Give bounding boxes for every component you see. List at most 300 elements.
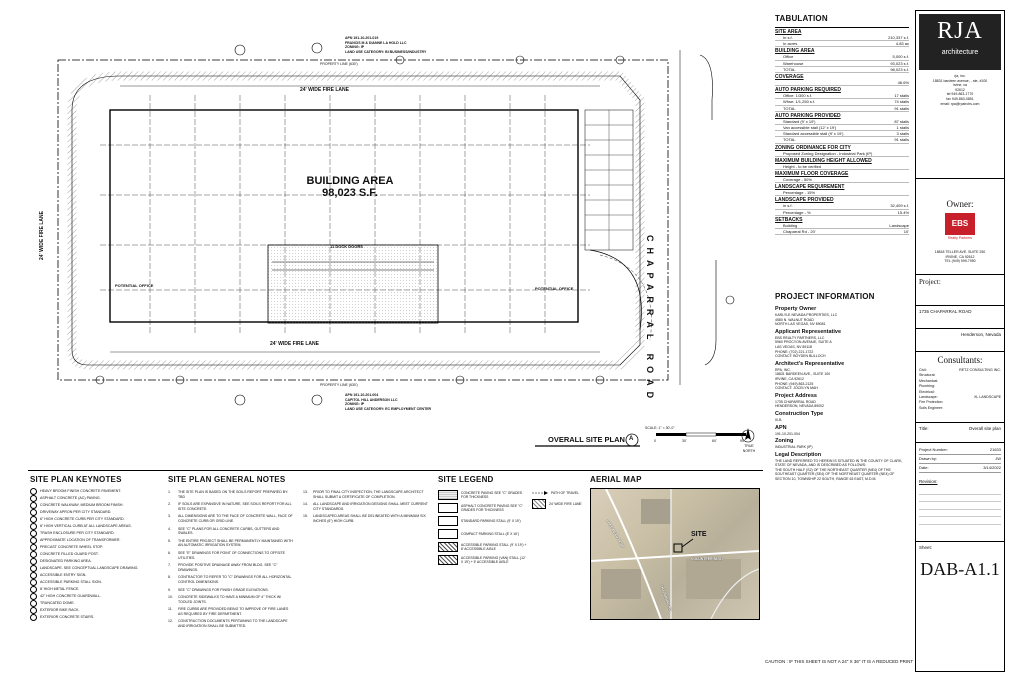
neighbor-top-line: LAND USE CATEGORY: BI BUSINESS/INDUSTRY	[345, 49, 427, 54]
site-marker	[674, 544, 682, 552]
tabulation-label: Standard (9' x 19')	[783, 118, 816, 124]
general-note-number: 11.	[168, 607, 173, 612]
tabulation-section-header: SETBACKS	[775, 216, 803, 223]
legend-item	[438, 516, 528, 526]
firm-address-line: tel 949-863-1770	[946, 92, 974, 97]
general-note-text: CONTRACTOR TO REFER TO "C" DRAWINGS FOR ALL HORIZONTAL CONTROL DIMENSIONS.	[178, 575, 292, 584]
tabulation-label: Building	[783, 222, 798, 228]
fire-lane-bottom-label: 24' WIDE FIRE LANE	[270, 341, 319, 347]
keynotes-title: SITE PLAN KEYNOTES	[30, 475, 122, 484]
revision-lines	[919, 487, 1001, 527]
owner-address-line: 18818 TELLER AVE. SUITE 250	[934, 250, 986, 255]
tabulation-value: 46.6%	[897, 80, 909, 86]
general-note-number: 13.	[303, 490, 308, 494]
general-note-text: LANDSCAPED AREAS SHALL BE DELINEATED WITH A MINIMUM SIX INCHES (6") HIGH CURB.	[313, 514, 426, 523]
site-legend-title: SITE LEGEND	[438, 475, 494, 484]
dock-area	[268, 245, 438, 323]
tabulation-row	[775, 151, 909, 157]
building-label: BUILDING AREA	[306, 175, 394, 187]
tabulation-row	[775, 137, 909, 143]
general-note-number: 10.	[168, 595, 173, 600]
tabulation-row	[775, 67, 909, 73]
legend-text: STANDARD PARKING STALL (9' X 19')	[461, 519, 521, 523]
firm-address-line: fax 949-863-0851	[946, 96, 974, 101]
road-name: CHAPARRAL ROAD	[645, 235, 655, 405]
firm-address-line: email: rpa@rpairchs.com	[940, 101, 980, 106]
tabulation-value: 87 stalls	[894, 118, 909, 124]
consultant-name: XL LANDSCAPE	[973, 394, 1001, 399]
project-info-title: PROJECT INFORMATION	[775, 292, 875, 301]
project-label: Project:	[919, 277, 941, 286]
general-note-text: ALL LANDSCAPE AND IRRIGATION DESIGNS SHALL MEET CURRENT CITY STANDARDS.	[313, 502, 428, 511]
keynote-item	[30, 607, 160, 614]
keynote-number-circle	[30, 537, 37, 544]
consultant-role: Civil:	[919, 367, 927, 372]
keynote-item	[30, 523, 160, 530]
tabulation-label: Van accessible stall (12' x 19')	[783, 125, 837, 131]
general-note-text: SEE "C" PLANS FOR ALL CONCRETE CURBS, GUTTERS AND SWALES.	[178, 526, 280, 536]
general-note-number: 6.	[168, 550, 171, 555]
tabulation-list	[775, 27, 909, 235]
fire-lane-left-label: 24' WIDE FIRE LANE	[39, 211, 45, 260]
keynote-item	[30, 572, 160, 579]
road-label: CHAPARRAL RD	[659, 584, 673, 612]
sheet-label: Sheet:	[916, 541, 1004, 553]
tabulation-row	[775, 177, 909, 183]
tabulation-label: TOTAL	[783, 105, 796, 111]
general-note-text: IF SOILS ARE EXPANSIVE IN NATURE, SEE SOILS REPORT FOR ALL SITE CONCRETE.	[178, 502, 292, 511]
legend-text: ASPHALT CONCRETE PAVING SEE "C" GRADES FOR THICKNESS	[461, 504, 523, 512]
general-note-number: 9.	[168, 587, 171, 592]
project-city: Henderson, Nevada	[960, 331, 1001, 337]
keynote-item	[30, 537, 160, 544]
general-note-text: THE SITE PLAN IS BASED ON THE SOILS REPORT PREPARED BY: TBD	[178, 490, 289, 499]
tabulation-value: 5,000 s.f.	[892, 54, 909, 60]
general-note	[168, 575, 293, 584]
general-note-text: FIRE CURBS ARE PROVIDED BEING TO IMPROVE OF FIRE LANES AS REQUIRED BY FIRE DEPARTMENT.	[178, 607, 289, 616]
legend-text: ACCESSIBLE PARKING STALL (9' X 19') + 8' ACCESSIBLE AISLE	[461, 543, 527, 551]
keynote-text: HEAVY BROOM FINISH CONCRETE PAVEMENT.	[40, 488, 122, 493]
project-info-line: CONTACT: JOCELYN MAH	[775, 386, 818, 391]
keynote-number-circle	[30, 488, 37, 495]
building-area-label	[300, 175, 400, 199]
tabulation-value: 98,023 s.f.	[890, 66, 909, 72]
consultant-row	[919, 406, 1001, 411]
scale-bar	[656, 433, 746, 436]
caution-note: CAUTION : IF THIS SHEET IS NOT A 24" X 36" IT IS A REDUCED PRINT	[765, 659, 914, 664]
legend-item	[532, 490, 582, 496]
general-note	[168, 527, 293, 536]
revision-label: Revision:	[919, 479, 938, 485]
legend-list	[438, 490, 528, 568]
sheet-title: Overall site plan	[968, 426, 1001, 432]
tabulation-section-header: AUTO PARKING PROVIDED	[775, 112, 841, 119]
title-block	[915, 10, 1005, 672]
tabulation-label: Percentage - %	[783, 209, 811, 215]
tabulation-value: 3 stalls	[896, 131, 909, 137]
general-note	[168, 551, 293, 560]
keynote-number-circle	[30, 593, 37, 600]
tabulation-row	[775, 164, 909, 170]
keynote-text: PRECAST CONCRETE WHEEL STOP.	[40, 544, 103, 549]
neighbor-top-line: ZONING: IP	[345, 45, 365, 50]
keynote-text: DESIGNATED PARKING AREA.	[40, 558, 92, 563]
keynote-item	[30, 586, 160, 593]
keynote-number-circle	[30, 502, 37, 509]
general-note-number: 5.	[168, 538, 171, 543]
keynote-text: ACCESSIBLE ENTRY SIGN.	[40, 572, 87, 577]
general-note	[303, 490, 428, 499]
title-fields	[916, 442, 1004, 476]
project-info-line: EBS REALTY PARTNERS, LLC	[775, 335, 825, 340]
legend-text: ACCESSIBLE PARKING (VAN) STALL (12' X 19') + 5' ACCESSIBLE AISLE	[461, 556, 526, 564]
keynote-item	[30, 600, 160, 607]
tabulation-value: 91 stalls	[894, 105, 909, 111]
legend-item	[438, 529, 528, 539]
tabulation-section-header: SITE AREA	[775, 29, 802, 35]
keynote-item	[30, 509, 160, 516]
title-field-label: Drawn by:	[919, 456, 938, 462]
general-note-text: PRIOR TO FINAL CITY INSPECTION, THE LANDSCAPE ARCHITECT SHALL SUBMIT A CERTIFICATE OF COMPLETION.	[313, 490, 424, 499]
tabulation-section-header: LANDSCAPE REQUIREMENT	[775, 184, 845, 191]
firm-logo-text: RJA	[937, 18, 983, 44]
project-info-header: Applicant Representative	[775, 328, 842, 335]
keynote-number-circle	[30, 579, 37, 586]
neighbor-bottom-line: APN 191-10-201-004	[345, 393, 379, 397]
project-info-header: Project Address	[775, 392, 817, 399]
tabulation-row	[775, 80, 909, 86]
property-line-bottom: PROPERTY LINE (630')	[320, 383, 358, 387]
site-label: SITE	[691, 531, 707, 538]
project-info-line: INDUSTRIAL PARK (IP)	[775, 445, 813, 450]
tabulation-section-header: MAXIMUM FLOOR COVERAGE	[775, 171, 849, 178]
keynote-item	[30, 614, 160, 621]
keynote-text: 6" HIGH VERTICAL CURB AT ALL LANDSCAPE AREAS.	[40, 523, 132, 528]
title-field-row	[919, 464, 1001, 473]
tabulation-section-header: LANDSCAPE PROVIDED	[775, 197, 834, 204]
legend-item	[438, 542, 528, 552]
keynote-item	[30, 544, 160, 551]
general-note	[168, 563, 293, 572]
sheet-title-label: Title:	[919, 426, 929, 432]
tabulation-value: 93,023 s.f.	[890, 60, 909, 66]
project-info-line: HENDERSON, NEVADA 89002	[775, 404, 824, 409]
keynote-item	[30, 530, 160, 537]
site-legend-panel	[438, 475, 583, 568]
project-info-header: Construction Type	[775, 410, 824, 417]
project-address: 1735 CHAPARRAL ROAD	[919, 308, 972, 314]
scale-tick: 60'	[712, 439, 717, 443]
tabulation-value: 15.4%	[897, 209, 909, 215]
keynote-text: 8' HIGH METAL FENCE.	[40, 586, 80, 591]
project-info-line: NORTH LAS VEGAS, NV 89081	[775, 322, 826, 327]
general-note-number: 14.	[303, 502, 308, 507]
plan-title: OVERALL SITE PLAN	[548, 435, 625, 444]
tabulation-section-header: MAXIMUM BUILDING HEIGHT ALLOWED	[775, 157, 872, 164]
north-label: TRUE NORTH	[742, 444, 756, 453]
general-note	[168, 595, 293, 604]
tabulation-value: 32,409 s.f.	[890, 203, 909, 209]
firm-logo-sub: architecture	[941, 49, 979, 56]
consultant-role: Landscape:	[919, 394, 938, 399]
general-note-text: CONCRETE SIDEWALKS TO HAVE A MINIMUM OF 4" THICK W/ TOOLED JOINTS.	[178, 595, 282, 604]
general-note	[168, 502, 293, 511]
tabulation-label: Chaparral Rd - 20'	[783, 229, 816, 235]
general-note	[303, 502, 428, 511]
general-note-text: THE ENTIRE PROJECT SHALL BE PERMANENTLY MAINTAINED WITH AN AUTOMATIC IRRIGATION SYSTEM.	[178, 538, 293, 548]
consultant-role: Structural:	[919, 373, 936, 378]
potential-office-right: POTENTIAL OFFICE	[535, 286, 574, 291]
project-info-line: IRVINE, CA 92612	[775, 376, 804, 381]
project-info-line: KARLYLE NEVADA PROPERTIES, LLC	[775, 313, 838, 317]
keynote-number-circle	[30, 600, 37, 607]
title-field-label: Date:	[919, 465, 929, 471]
legend-text: COMPACT PARKING STALL (8' X 16')	[461, 532, 519, 536]
tabulation-section-header: COVERAGE	[775, 74, 804, 81]
project-info-header: Architect's Representative	[775, 360, 845, 367]
keynote-number-circle	[30, 586, 37, 593]
sheet-number: DAB-A1.1	[920, 559, 1000, 580]
keynote-number-circle	[30, 523, 37, 530]
scale-tick: 90'	[740, 439, 745, 443]
title-field-value: 3/14/2022	[983, 465, 1001, 471]
keynote-text: EXTERIOR BIKE RACK.	[40, 607, 80, 612]
project-info-line: 4580 N. WALNUT ROAD	[775, 317, 814, 322]
fire-lane-swatch	[532, 499, 546, 509]
tabulation-value: Landscape	[889, 222, 909, 228]
firm-logo	[919, 14, 1001, 70]
project-info-line: RPA, INC.	[775, 367, 791, 372]
keynote-number-circle	[30, 495, 37, 502]
tabulation-label: TOTAL	[783, 66, 796, 72]
keynote-item	[30, 579, 160, 586]
consultant-role: Mechanical:	[919, 378, 939, 383]
general-notes-title: SITE PLAN GENERAL NOTES	[168, 475, 286, 484]
tabulation-label: Office	[783, 54, 794, 60]
title-field-value: JW	[995, 456, 1001, 462]
tabulation-value: 17 stalls	[894, 93, 909, 99]
general-note	[168, 490, 293, 499]
legend-swatch	[438, 516, 458, 526]
keynote-item	[30, 516, 160, 523]
consultants-list	[919, 368, 1001, 411]
keynote-text: ASPHALT CONCRETE (AC) PAVING.	[40, 495, 101, 500]
project-info-header: APN	[775, 424, 787, 431]
scale-tick: 30'	[682, 439, 687, 443]
project-info-header: Zoning	[775, 438, 794, 445]
general-note-number: 15.	[303, 514, 308, 519]
keynote-item	[30, 558, 160, 565]
project-info-line: LAS VEGAS, NV 89118	[775, 344, 812, 349]
legend-swatch	[438, 555, 458, 565]
general-notes-col1	[168, 490, 293, 632]
plan-scale: SCALE: 1" = 30'-0"	[645, 426, 675, 430]
project-info-line: 191-10-201-004	[775, 431, 800, 436]
neighbor-top-line: APN 191-10-201-019	[345, 36, 379, 40]
title-field-row	[919, 446, 1001, 455]
tabulation-value: 74 stalls	[894, 99, 909, 105]
tabulation-title: TABULATION	[775, 14, 828, 23]
fire-lane-top-label: 24' WIDE FIRE LANE	[300, 87, 349, 93]
tabulation-row	[775, 210, 909, 216]
project-info-line: CONTACT: BOYDEN BULLOCH	[775, 354, 826, 359]
keynote-number-circle	[30, 614, 37, 621]
title-field-label: Project Number:	[919, 447, 948, 453]
keynote-text: APPROXIMATE LOCATION OF TRANSFORMER.	[40, 537, 121, 542]
project-info-list	[775, 306, 909, 482]
general-note	[168, 539, 293, 548]
legend-item	[532, 499, 582, 509]
keynotes-panel	[30, 475, 160, 621]
tabulation-label: Coverage - 50%	[783, 177, 812, 183]
keynote-text: ACCESSIBLE PARKING STALL SIGN.	[40, 579, 102, 584]
tabulation-value: 91 stalls	[894, 137, 909, 143]
tabulation-row	[775, 190, 909, 196]
owner-logo-sub: Realty Partners	[947, 236, 973, 241]
project-info-line: PHONE: (702) 221-1722	[775, 349, 814, 354]
keynotes-list	[30, 488, 160, 621]
keynote-item	[30, 495, 160, 502]
consultant-name: RETZ CONSULTING INC.	[959, 367, 1001, 372]
keynote-item	[30, 488, 160, 495]
firm-address-line: 92612	[955, 87, 965, 92]
potential-office-left: POTENTIAL OFFICE	[115, 283, 154, 288]
general-note	[168, 588, 293, 593]
legend-swatch	[438, 529, 458, 539]
general-note-number: 7.	[168, 563, 171, 568]
keynote-text: LANDSCAPE. SEE CONCEPTUAL LANDSCAPE DRAWING.	[40, 565, 139, 570]
owner-logo: EBS	[945, 213, 975, 235]
property-line-top: PROPERTY LINE (630')	[320, 62, 358, 66]
tabulation-value: 210,337 s.f.	[888, 35, 909, 40]
keynote-number-circle	[30, 565, 37, 572]
building-area-value: 98,023 S.F.	[322, 187, 378, 199]
keynote-item	[30, 565, 160, 572]
general-note-text: ALL DIMENSIONS ARE TO THE FACE OF CONCRETE WALL, FACE OF CONCRETE CURB OR GRID LINE.	[178, 514, 293, 523]
tabulation-label: In acres	[783, 41, 798, 47]
legend-text: CONCRETE PAVING SEE "C" GRADES FOR THICKNESS	[461, 491, 523, 499]
keynote-text: CONCRETE FILLED GUARD POST.	[40, 551, 99, 556]
general-note-text: PROVIDE POSITIVE DRAINAGE AWAY FROM BLDG. SEE "C" DRAWINGS.	[178, 563, 278, 572]
keynote-item	[30, 502, 160, 509]
general-note	[303, 514, 428, 523]
general-note-number: 1.	[168, 490, 171, 494]
owner-label: Owner:	[946, 199, 974, 210]
legend-side-text: PATH OF TRAVEL	[551, 491, 580, 495]
project-info-line: THE SOUTH HALF (S2) OF THE NORTHEAST QUARTER (NE4) OF THE SOUTHEAST QUARTER (SE4) OF THE NORTHEAST QUARTER (NE4) OF SECTION 10, TOWNSHIP 22 SOUTH, RANGE 63 EAST, M.D.M.	[775, 467, 895, 482]
owner-address	[916, 250, 1004, 264]
project-info-line: PHONE: (949) 863-2125	[775, 381, 814, 386]
tabulation-label: Whse: 1/1,250 s.f.	[783, 99, 816, 105]
firm-address	[916, 74, 1004, 106]
aerial-map-image	[590, 488, 760, 620]
general-note	[168, 514, 293, 523]
tabulation-section-header: AUTO PARKING REQUIRED	[775, 87, 841, 94]
firm-address-line: irvine, ca	[952, 83, 967, 88]
tabulation-label: In s.f.	[783, 35, 793, 40]
general-note-number: 12.	[168, 619, 173, 624]
tabulation-label: Height - to be verified	[783, 163, 822, 169]
tabulation-row	[775, 41, 909, 47]
legend-swatch	[438, 490, 458, 500]
scale-tick: 0	[654, 439, 656, 443]
keynote-number-circle	[30, 509, 37, 516]
keynote-number-circle	[30, 516, 37, 523]
tabulation-label: in s.f.	[783, 203, 793, 209]
dock-doors-label: 11 DOCK DOORS	[330, 244, 363, 249]
general-note-number: 8.	[168, 575, 171, 580]
road-label: VOLUNTEER BLVD	[691, 557, 723, 561]
project-info-panel	[775, 292, 909, 482]
tabulation-label: Percentage - 15%	[783, 190, 816, 196]
firm-address-line: rja, inc.	[954, 74, 966, 78]
keynote-text: 6" HIGH CONCRETE CURB PER CITY STANDARD.	[40, 516, 125, 521]
tabulation-value: 1 stalls	[896, 125, 909, 131]
general-note	[168, 619, 293, 628]
title-field-value: 21633	[989, 447, 1001, 453]
aerial-map-title: AERIAL MAP	[590, 475, 642, 484]
tabulation-section-header: BUILDING AREA	[775, 48, 815, 55]
keynote-number-circle	[30, 530, 37, 537]
keynote-text: EXTERIOR CONCRETE STAIRS.	[40, 614, 95, 619]
legend-side-text: 24' WIDE FIRE LANE	[549, 502, 582, 506]
tabulation-value: 10'	[903, 229, 909, 235]
tabulation-section-header: ZONING ORDINANCE FOR CITY	[775, 144, 851, 151]
tabulation-label: TOTAL	[783, 137, 796, 143]
keynote-text: TRUNCATED DOME.	[40, 600, 75, 605]
general-note-number: 2.	[168, 502, 171, 507]
tabulation-label: Office: 1/300 s.f.	[783, 93, 813, 99]
title-field-row	[919, 455, 1001, 464]
general-notes-panel	[168, 475, 428, 632]
divider	[28, 470, 763, 471]
legend-item	[438, 555, 528, 565]
keynote-text: TRASH ENCLOSURE PER CITY STANDARD.	[40, 530, 115, 535]
tabulation-row	[775, 106, 909, 112]
keynote-text: CONCRETE WALKWAY, MEDIUM BROOM FINISH.	[40, 502, 124, 507]
consultant-role: Fire Protection:	[919, 400, 944, 405]
project-info-header: Legal Description	[775, 451, 822, 458]
general-note-number: 4.	[168, 526, 171, 531]
neighbor-bottom-line: LAND USE CATEGORY: EC EMPLOYMENT CENTER	[345, 406, 432, 411]
project-info-header: Property Owner	[775, 306, 817, 312]
firm-address-line: 18831 bardeen avenue, - ste, #100	[932, 78, 988, 83]
aerial-map-panel	[590, 475, 762, 620]
tabulation-label: Proposed Zoning Designation - Industrial Park (IP)	[783, 150, 873, 156]
tabulation-value: 4.83 ac	[895, 41, 909, 47]
tabulation-row	[775, 229, 909, 235]
legend-item	[438, 503, 528, 513]
neighbor-bottom-line: ZONING: IP	[345, 402, 365, 407]
project-info-line: 5960 PROCYON AVENUE, SUITE A	[775, 340, 832, 345]
project-info-line: THE LAND REFERRED TO HEREIN IS SITUATED IN THE COUNTY OF CLARK, STATE OF NEVADA, AND IS DESCRIBED AS FOLLOWS:	[775, 458, 903, 468]
project-info-line: 18831 BARDEEN AVE., SUITE 100	[775, 372, 831, 377]
tabulation-label: Standard accessible stall (9' x 19')	[783, 131, 844, 137]
legend-swatch	[438, 503, 458, 513]
keynote-number-circle	[30, 544, 37, 551]
neighbor-top-line: FRANCIS M & DIANNE LA HOLD LLC	[345, 40, 407, 45]
neighbor-top	[345, 36, 426, 54]
general-note-number: 3.	[168, 514, 171, 519]
keynote-item	[30, 551, 160, 558]
project-info-line: 1735 CHAPARRAL ROAD	[775, 399, 816, 404]
legend-item	[438, 490, 528, 500]
consultants-label: Consultants:	[937, 354, 983, 365]
tabulation-label: Warehouse	[783, 60, 804, 66]
plan-number: A	[629, 436, 634, 442]
consultant-role: Soils Engineer:	[919, 405, 944, 410]
general-note	[168, 607, 293, 616]
